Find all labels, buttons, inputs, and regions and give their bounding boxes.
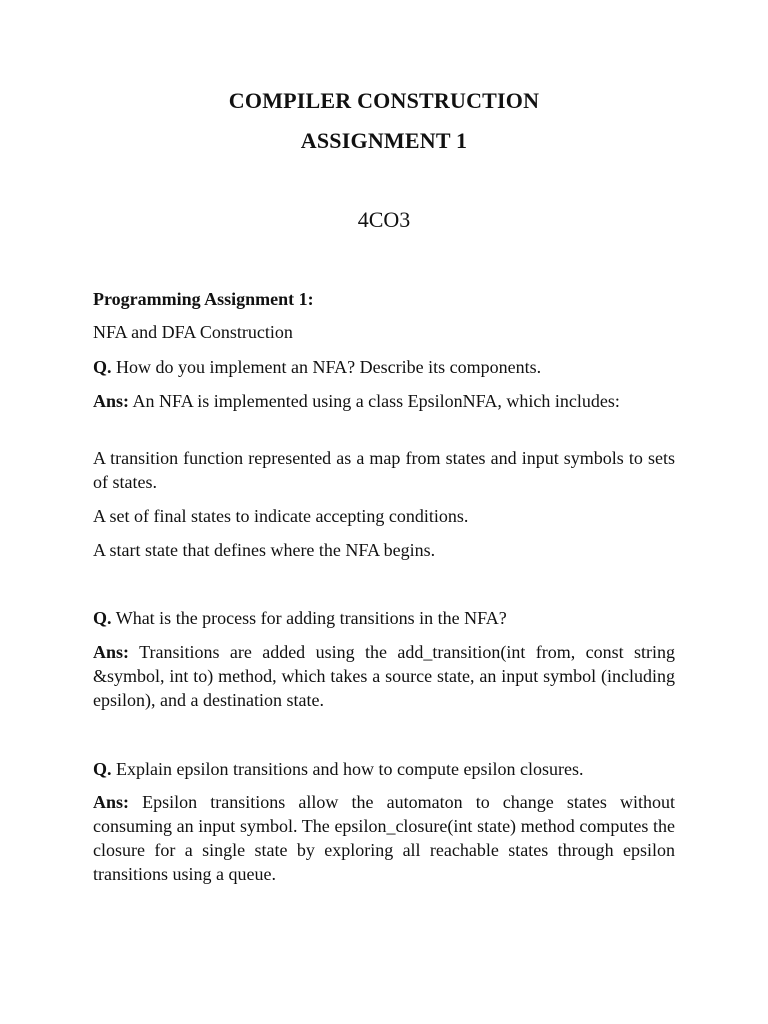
- question-label: Q.: [93, 759, 112, 779]
- question-3: [93, 757, 675, 781]
- question-label: Q.: [93, 357, 112, 377]
- course-code: 4CO3: [357, 207, 411, 232]
- answer-1-point-3: A start state that defines where the NFA begins.: [93, 540, 436, 560]
- question-text: What is the process for adding transitions in the NFA?: [115, 608, 507, 628]
- answer-1-point-1: A transition function represented as a map from states and input symbols to sets of states.: [93, 448, 675, 492]
- answer-label: Ans:: [93, 642, 130, 662]
- answer-text: An NFA is implemented using a class EpsilonNFA, which includes:: [132, 391, 620, 411]
- answer-3: [93, 790, 675, 886]
- section-heading-text: Programming Assignment 1:: [93, 289, 314, 309]
- question-label: Q.: [93, 608, 112, 628]
- answer-1-point-2: A set of final states to indicate accepting conditions.: [93, 506, 469, 526]
- section-heading: [93, 287, 675, 311]
- answer-text: Epsilon transitions allow the automaton to change states without consuming an input symbol. The epsilon_closure(int state) method computes the closure for a single state by exploring all reachable states through epsilon transitions using a queue.: [93, 792, 676, 884]
- question-text: How do you implement an NFA? Describe its components.: [116, 357, 542, 377]
- answer-1: [93, 389, 675, 413]
- answer-2: [93, 640, 675, 712]
- answer-label: Ans:: [93, 391, 130, 411]
- document-title: COMPILER CONSTRUCTION: [228, 88, 540, 113]
- question-1: [93, 355, 675, 379]
- assignment-title: ASSIGNMENT 1: [300, 128, 468, 153]
- answer-label: Ans:: [93, 792, 130, 812]
- answer-text: Transitions are added using the add_transition(int from, const string &symbol, int to) method, which takes a source state, an input symbol (including epsilon), and a destination state.: [93, 642, 675, 710]
- question-text: Explain epsilon transitions and how to compute epsilon closures.: [116, 759, 584, 779]
- question-2: [93, 606, 675, 630]
- section-subheading: NFA and DFA Construction: [93, 322, 293, 342]
